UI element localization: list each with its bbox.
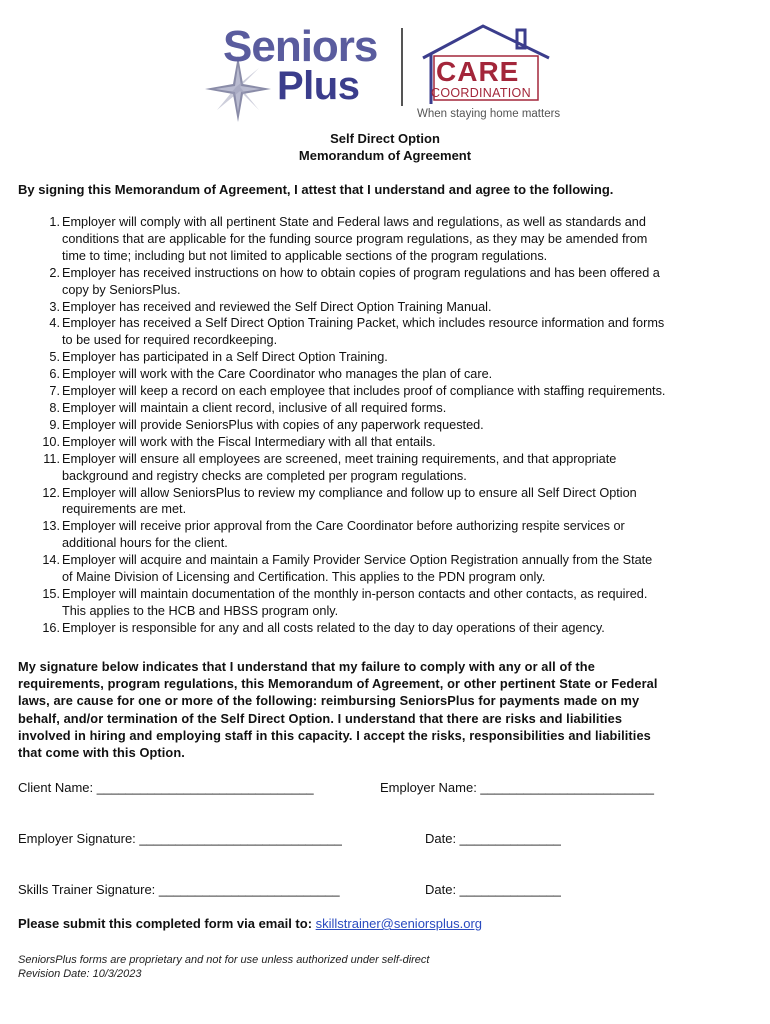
- term-text: [62, 349, 758, 366]
- term-number: 3.: [49, 299, 60, 314]
- term-text-line: time to time; including but not limited to applicable sections of the program regulations.: [62, 248, 548, 263]
- logo-tagline: When staying home matters: [417, 108, 561, 120]
- term-text: [62, 518, 758, 552]
- term-text: [62, 485, 758, 519]
- term-text-line: Employer will ensure all employees are screened, meet training requirements, and that appropriate: [62, 451, 617, 466]
- header-logo: [205, 22, 575, 128]
- term-text-line: Employer will maintain a client record, inclusive of all required forms.: [62, 400, 447, 415]
- term-text: [62, 265, 758, 299]
- submit-label: Please submit this completed form via email to:: [18, 916, 316, 931]
- term-number: 4.: [49, 316, 60, 331]
- term-item: [18, 518, 758, 552]
- attestation-paragraph: [18, 658, 742, 761]
- logo-divider: [401, 28, 403, 106]
- term-item: [18, 299, 758, 316]
- term-text-line: Employer will allow SeniorsPlus to review my compliance and follow up to ensure all Self Direct Option: [62, 485, 637, 500]
- employer-signature-field[interactable]: Employer Signature: ____________________________: [18, 831, 342, 846]
- attestation-line: requirements, program regulations, this Memorandum of Agreement, or other pertinent State or Federal: [18, 676, 658, 692]
- term-item: [18, 265, 758, 299]
- term-text-line: Employer will acquire and maintain a Family Provider Service Option Registration annually from the State: [62, 553, 653, 568]
- term-number: 7.: [49, 384, 60, 399]
- term-text-line: Employer will work with the Fiscal Intermediary with all that entails.: [62, 434, 436, 449]
- footer-notice: [18, 953, 430, 981]
- term-text-line: copy by SeniorsPlus.: [62, 282, 181, 297]
- term-text: [62, 214, 758, 265]
- attestation-line: involved in hiring and employing staff in this capacity. I accept the risks, responsibilities and liabilities: [18, 727, 651, 743]
- term-text-line: Employer will maintain documentation of the monthly in-person contacts and other contacts, as required.: [62, 586, 648, 601]
- attestation-line: behalf, and/or termination of the Self Direct Option. I understand that there are risks and liabilities: [18, 710, 623, 726]
- term-number: 6.: [49, 367, 60, 382]
- term-number: 16.: [42, 620, 60, 635]
- coordination-wordmark: COORDINATION: [431, 86, 531, 100]
- brand-name-seniors: Seniors: [223, 22, 378, 71]
- term-item: [18, 620, 758, 637]
- term-item: [18, 366, 758, 383]
- term-number: 2.: [49, 265, 60, 280]
- term-item: [18, 315, 758, 349]
- attestation-line: that come with this Option.: [18, 745, 185, 761]
- term-number: 12.: [42, 485, 60, 500]
- term-number: 11.: [43, 451, 60, 466]
- term-number: 1.: [49, 215, 60, 229]
- submit-instructions: [18, 916, 482, 931]
- term-text: [62, 451, 758, 485]
- footer-revision-date: Revision Date: 10/3/2023: [18, 968, 142, 980]
- attestation-line: laws, are cause for one or more of the following: reimbursing SeniorsPlus for payments made on my: [18, 693, 640, 709]
- term-item: [18, 552, 758, 586]
- term-number: 10.: [42, 434, 60, 449]
- term-text-line: of Maine Division of Licensing and Certification. This applies to the PDN program only.: [62, 570, 546, 585]
- term-text-line: Employer has received a Self Direct Option Training Packet, which includes resource information and forms: [62, 316, 665, 331]
- term-text-line: to be used for required recordkeeping.: [62, 333, 278, 348]
- term-text-line: Employer will keep a record on each employee that includes proof of compliance with staffing requirements.: [62, 384, 666, 399]
- term-text-line: background and registry checks are completed per program regulations.: [62, 468, 467, 483]
- agreement-terms-list: [18, 214, 758, 637]
- care-wordmark: CARE: [436, 56, 520, 87]
- term-text-line: Employer is responsible for any and all costs related to the day to day operations of their agency.: [62, 620, 605, 635]
- employer-name-field[interactable]: Employer Name: ________________________: [380, 780, 654, 795]
- term-number: 15.: [42, 586, 60, 601]
- attestation-line: My signature below indicates that I understand that my failure to comply with any or all of the: [18, 659, 595, 674]
- term-item: [18, 434, 758, 451]
- term-text-line: Employer has participated in a Self Direct Option Training.: [62, 350, 388, 365]
- term-text: [62, 383, 758, 400]
- brand-name-plus: Plus: [277, 64, 360, 108]
- term-text: [62, 315, 758, 349]
- term-text: [62, 434, 758, 451]
- term-text: [62, 552, 758, 586]
- term-number: 14.: [42, 553, 60, 568]
- term-text-line: This applies to the HCB and HBSS program only.: [62, 603, 339, 618]
- term-item: [18, 485, 758, 519]
- term-text: [62, 400, 758, 417]
- term-text-line: conditions that are applicable for the funding source program regulations, as they may be amended from: [62, 231, 648, 246]
- trainer-date-field[interactable]: Date: ______________: [425, 882, 561, 897]
- term-text-line: Employer will provide SeniorsPlus with copies of any paperwork requested.: [62, 417, 484, 432]
- term-text-line: Employer has received instructions on how to obtain copies of program regulations and has been offered a: [62, 265, 660, 280]
- document-subtitle: Memorandum of Agreement: [298, 148, 472, 163]
- term-text: [62, 299, 758, 316]
- term-item: [18, 349, 758, 366]
- employer-date-field[interactable]: Date: ______________: [425, 831, 561, 846]
- term-text-line: Employer has received and reviewed the Self Direct Option Training Manual.: [62, 299, 492, 314]
- intro-statement: By signing this Memorandum of Agreement, I attest that I understand and agree to the following.: [18, 182, 614, 197]
- term-number: 9.: [49, 417, 60, 432]
- term-text-line: additional hours for the client.: [62, 536, 228, 551]
- term-item: [18, 214, 758, 265]
- email-link[interactable]: skillstrainer@seniorsplus.org: [315, 916, 483, 931]
- document-title: Self Direct Option: [330, 131, 440, 146]
- term-text: [62, 620, 758, 637]
- term-number: 13.: [42, 519, 60, 534]
- skills-trainer-signature-field[interactable]: Skills Trainer Signature: _________________________: [18, 882, 340, 897]
- term-number: 5.: [49, 350, 60, 365]
- client-name-field[interactable]: Client Name: ______________________________: [18, 780, 314, 795]
- term-item: [18, 451, 758, 485]
- term-text-line: requirements are met.: [62, 502, 187, 517]
- term-item: [18, 417, 758, 434]
- term-text-line: Employer will work with the Care Coordinator who manages the plan of care.: [62, 367, 493, 382]
- term-text-line: Employer will comply with all pertinent State and Federal laws and regulations, as well as standards and: [62, 215, 646, 229]
- term-text: [62, 366, 758, 383]
- footer-proprietary-note: SeniorsPlus forms are proprietary and not for use unless authorized under self-direct: [18, 954, 430, 966]
- term-text-line: Employer will receive prior approval from the Care Coordinator before authorizing respite services or: [62, 519, 625, 534]
- term-text: [62, 417, 758, 434]
- term-item: [18, 400, 758, 417]
- term-number: 8.: [49, 400, 60, 415]
- term-text: [62, 586, 758, 620]
- term-item: [18, 383, 758, 400]
- term-item: [18, 586, 758, 620]
